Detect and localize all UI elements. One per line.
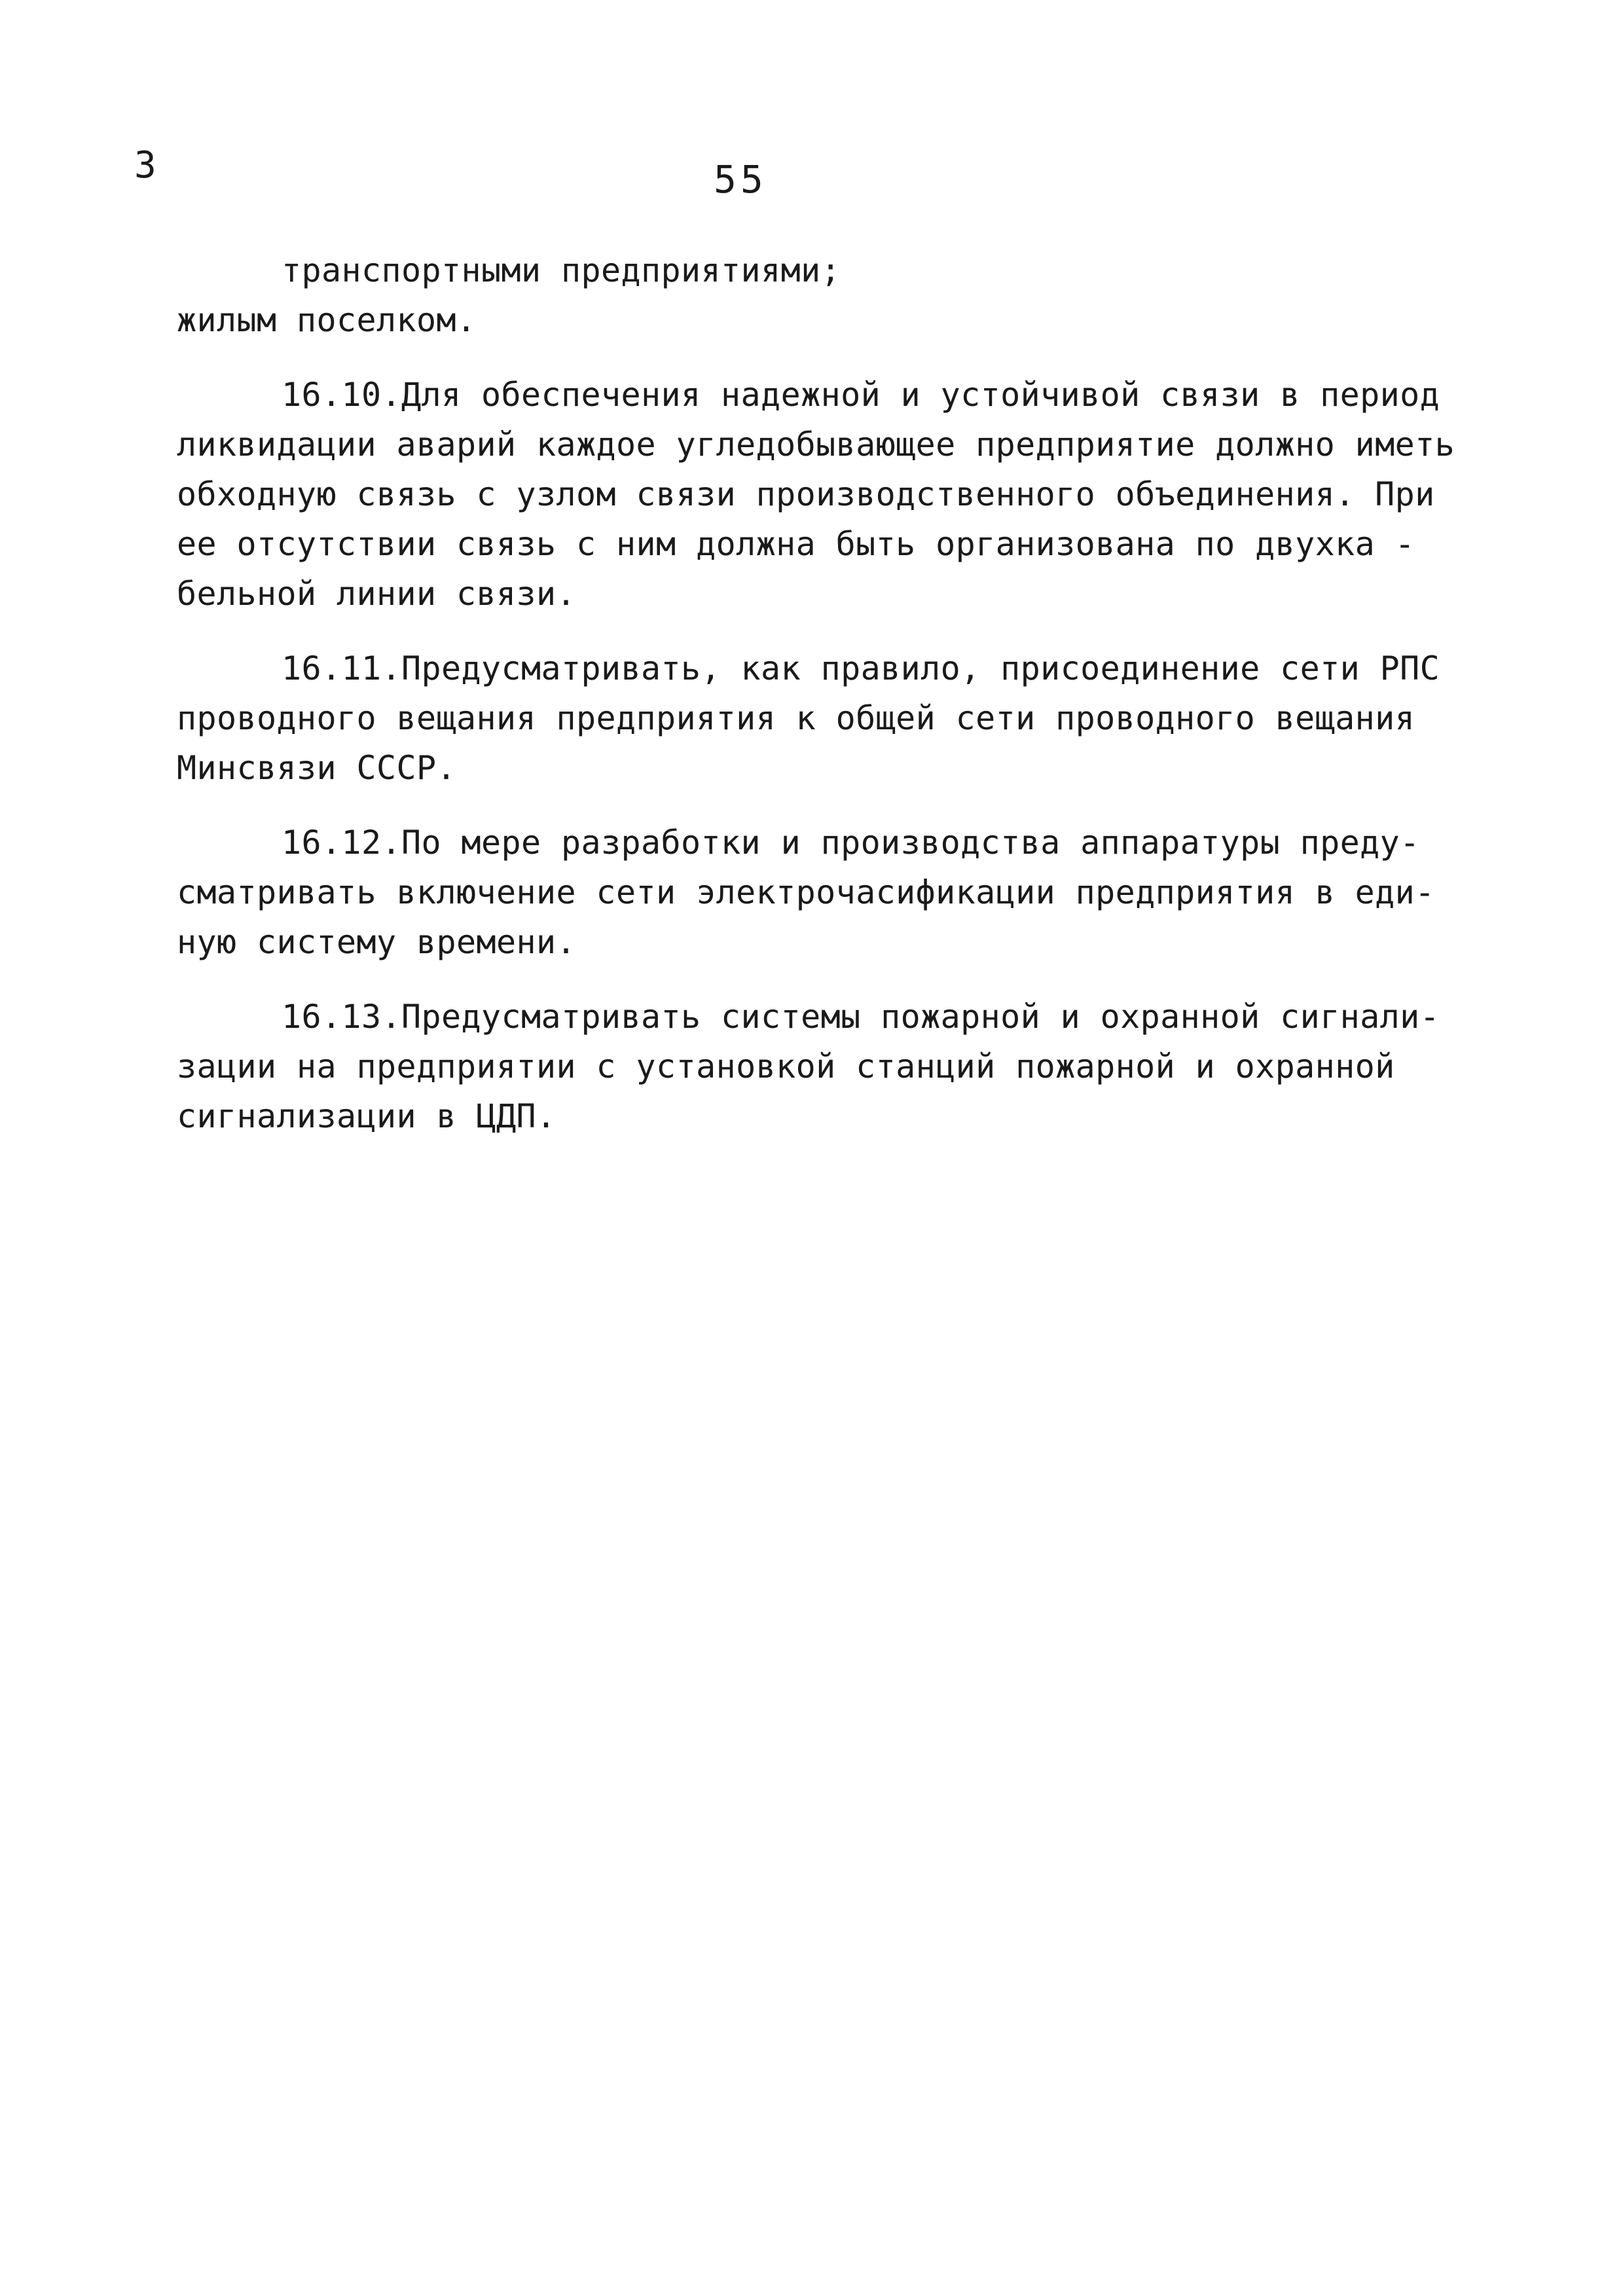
text-line: ную систему времени.	[177, 923, 577, 961]
text-line: зации на предприятии с установкой станций пожарной и охранной	[177, 1048, 1395, 1085]
text-line: жилым поселком.	[177, 301, 477, 339]
text-line: Минсвязи СССР.	[177, 749, 457, 787]
text-line: ликвидации аварий каждое угледобывающее предприятие должно иметь	[177, 426, 1455, 464]
page-number: 55	[714, 157, 767, 202]
text-line: ее отсутствии связь с ним должна быть организована по двухка -	[177, 525, 1415, 563]
text-line: проводного вещания предприятия к общей сети проводного вещания	[177, 699, 1415, 737]
paragraph-16-11-start: 16.11.Предусматривать, как правило, присоединение сети РПС	[282, 649, 1440, 687]
paragraph-16-12-start: 16.12.По мере разработки и производства аппаратуры преду-	[282, 824, 1420, 862]
paragraph-16-10-start: 16.10.Для обеспечения надежной и устойчивой связи в период	[282, 376, 1440, 414]
corner-number: 3	[134, 144, 156, 187]
text-line: транспортными предприятиями;	[282, 251, 841, 289]
text-line: бельной линии связи.	[177, 575, 577, 613]
text-line: сигнализации в ЦДП.	[177, 1097, 556, 1135]
text-line: обходную связь с узлом связи производственного объединения. При	[177, 475, 1435, 513]
document-body	[177, 246, 1480, 1141]
text-line: сматривать включение сети электрочасификации предприятия в еди-	[177, 873, 1435, 911]
paragraph-16-13-start: 16.13.Предусматривать системы пожарной и охранной сигнали-	[282, 998, 1440, 1036]
